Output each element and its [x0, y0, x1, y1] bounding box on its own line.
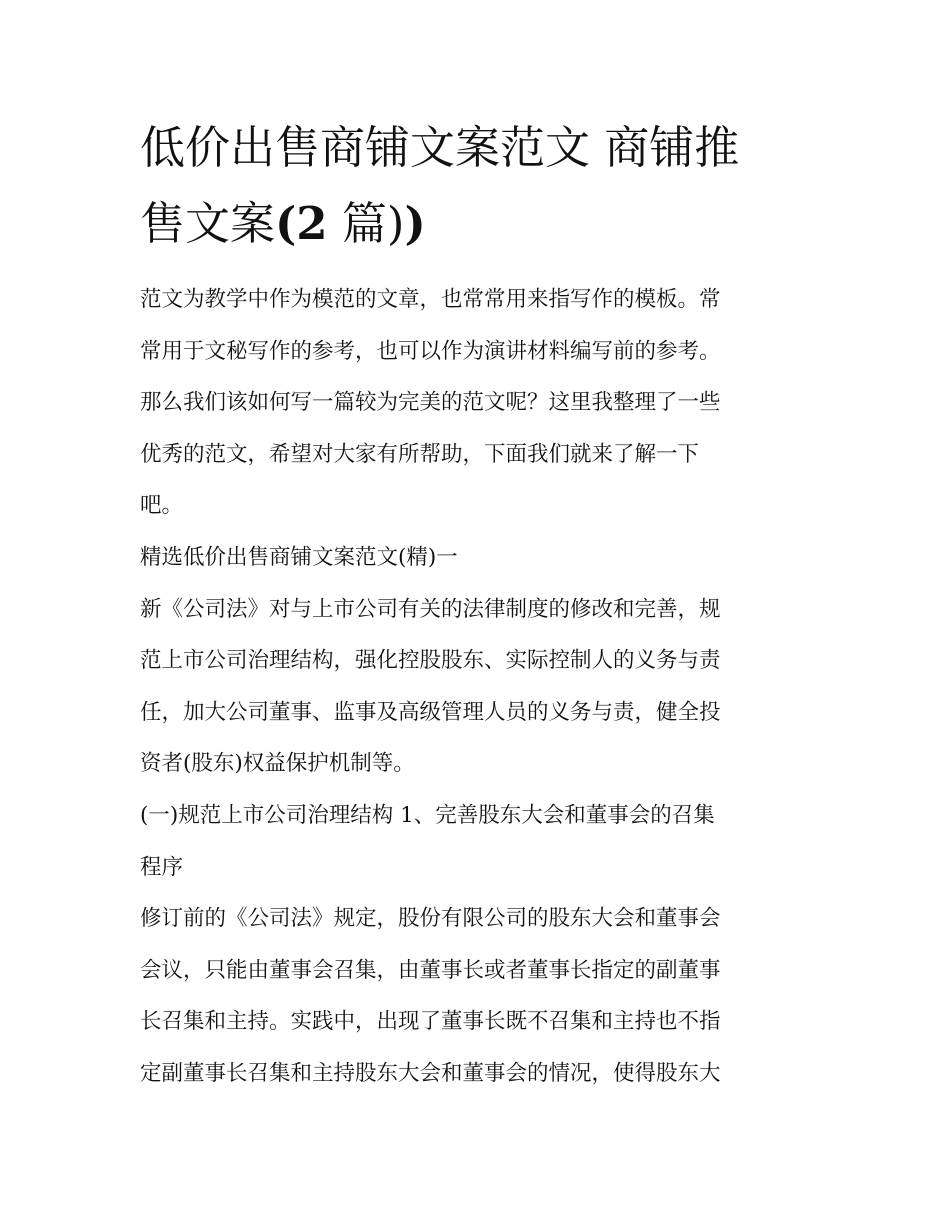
- body-line: 吧。: [140, 493, 184, 519]
- title-line-2-suffix: 篇): [327, 197, 405, 250]
- body-line: (一)规范上市公司治理结构 1、完善股东大会和董事会的召集: [140, 802, 715, 828]
- title-close-paren: ): [404, 197, 426, 250]
- body-line: 优秀的范文，希望对大家有所帮助，下面我们就来了解一下: [140, 441, 700, 467]
- title-line-1: 低价出售商铺文案范文 商铺推: [140, 121, 740, 174]
- body-line: 程序: [140, 854, 184, 880]
- body-line: 任，加大公司董事、监事及高级管理人员的义务与责，健全投: [140, 699, 721, 725]
- title-line-2-text: 售文案: [140, 197, 276, 250]
- document-title: [140, 110, 820, 262]
- body-line: 常用于文秘写作的参考，也可以作为演讲材料编写前的参考。: [140, 338, 721, 364]
- document-body: [140, 278, 820, 1104]
- body-line: 定副董事长召集和主持股东大会和董事会的情况，使得股东大: [140, 1060, 721, 1086]
- body-line: 那么我们该如何写一篇较为完美的范文呢？这里我整理了一些: [140, 390, 721, 416]
- body-line: 修订前的《公司法》规定，股份有限公司的股东大会和董事会: [140, 906, 721, 932]
- body-line: 范上市公司治理结构，强化控股股东、实际控制人的义务与责: [140, 648, 721, 674]
- body-line: 新《公司法》对与上市公司有关的法律制度的修改和完善，规: [140, 596, 721, 622]
- section-heading: 精选低价出售商铺文案范文(精)一: [140, 544, 458, 570]
- body-line: 会议，只能由董事会召集，由董事长或者董事长指定的副董事: [140, 957, 721, 983]
- body-line: 范文为教学中作为模范的文章，也常常用来指写作的模板。常: [140, 287, 721, 312]
- body-line: 长召集和主持。实践中，出现了董事长既不召集和主持也不指: [140, 1009, 721, 1035]
- body-line: 资者(股东)权益保护机制等。: [140, 751, 415, 777]
- title-count: (2: [275, 197, 328, 250]
